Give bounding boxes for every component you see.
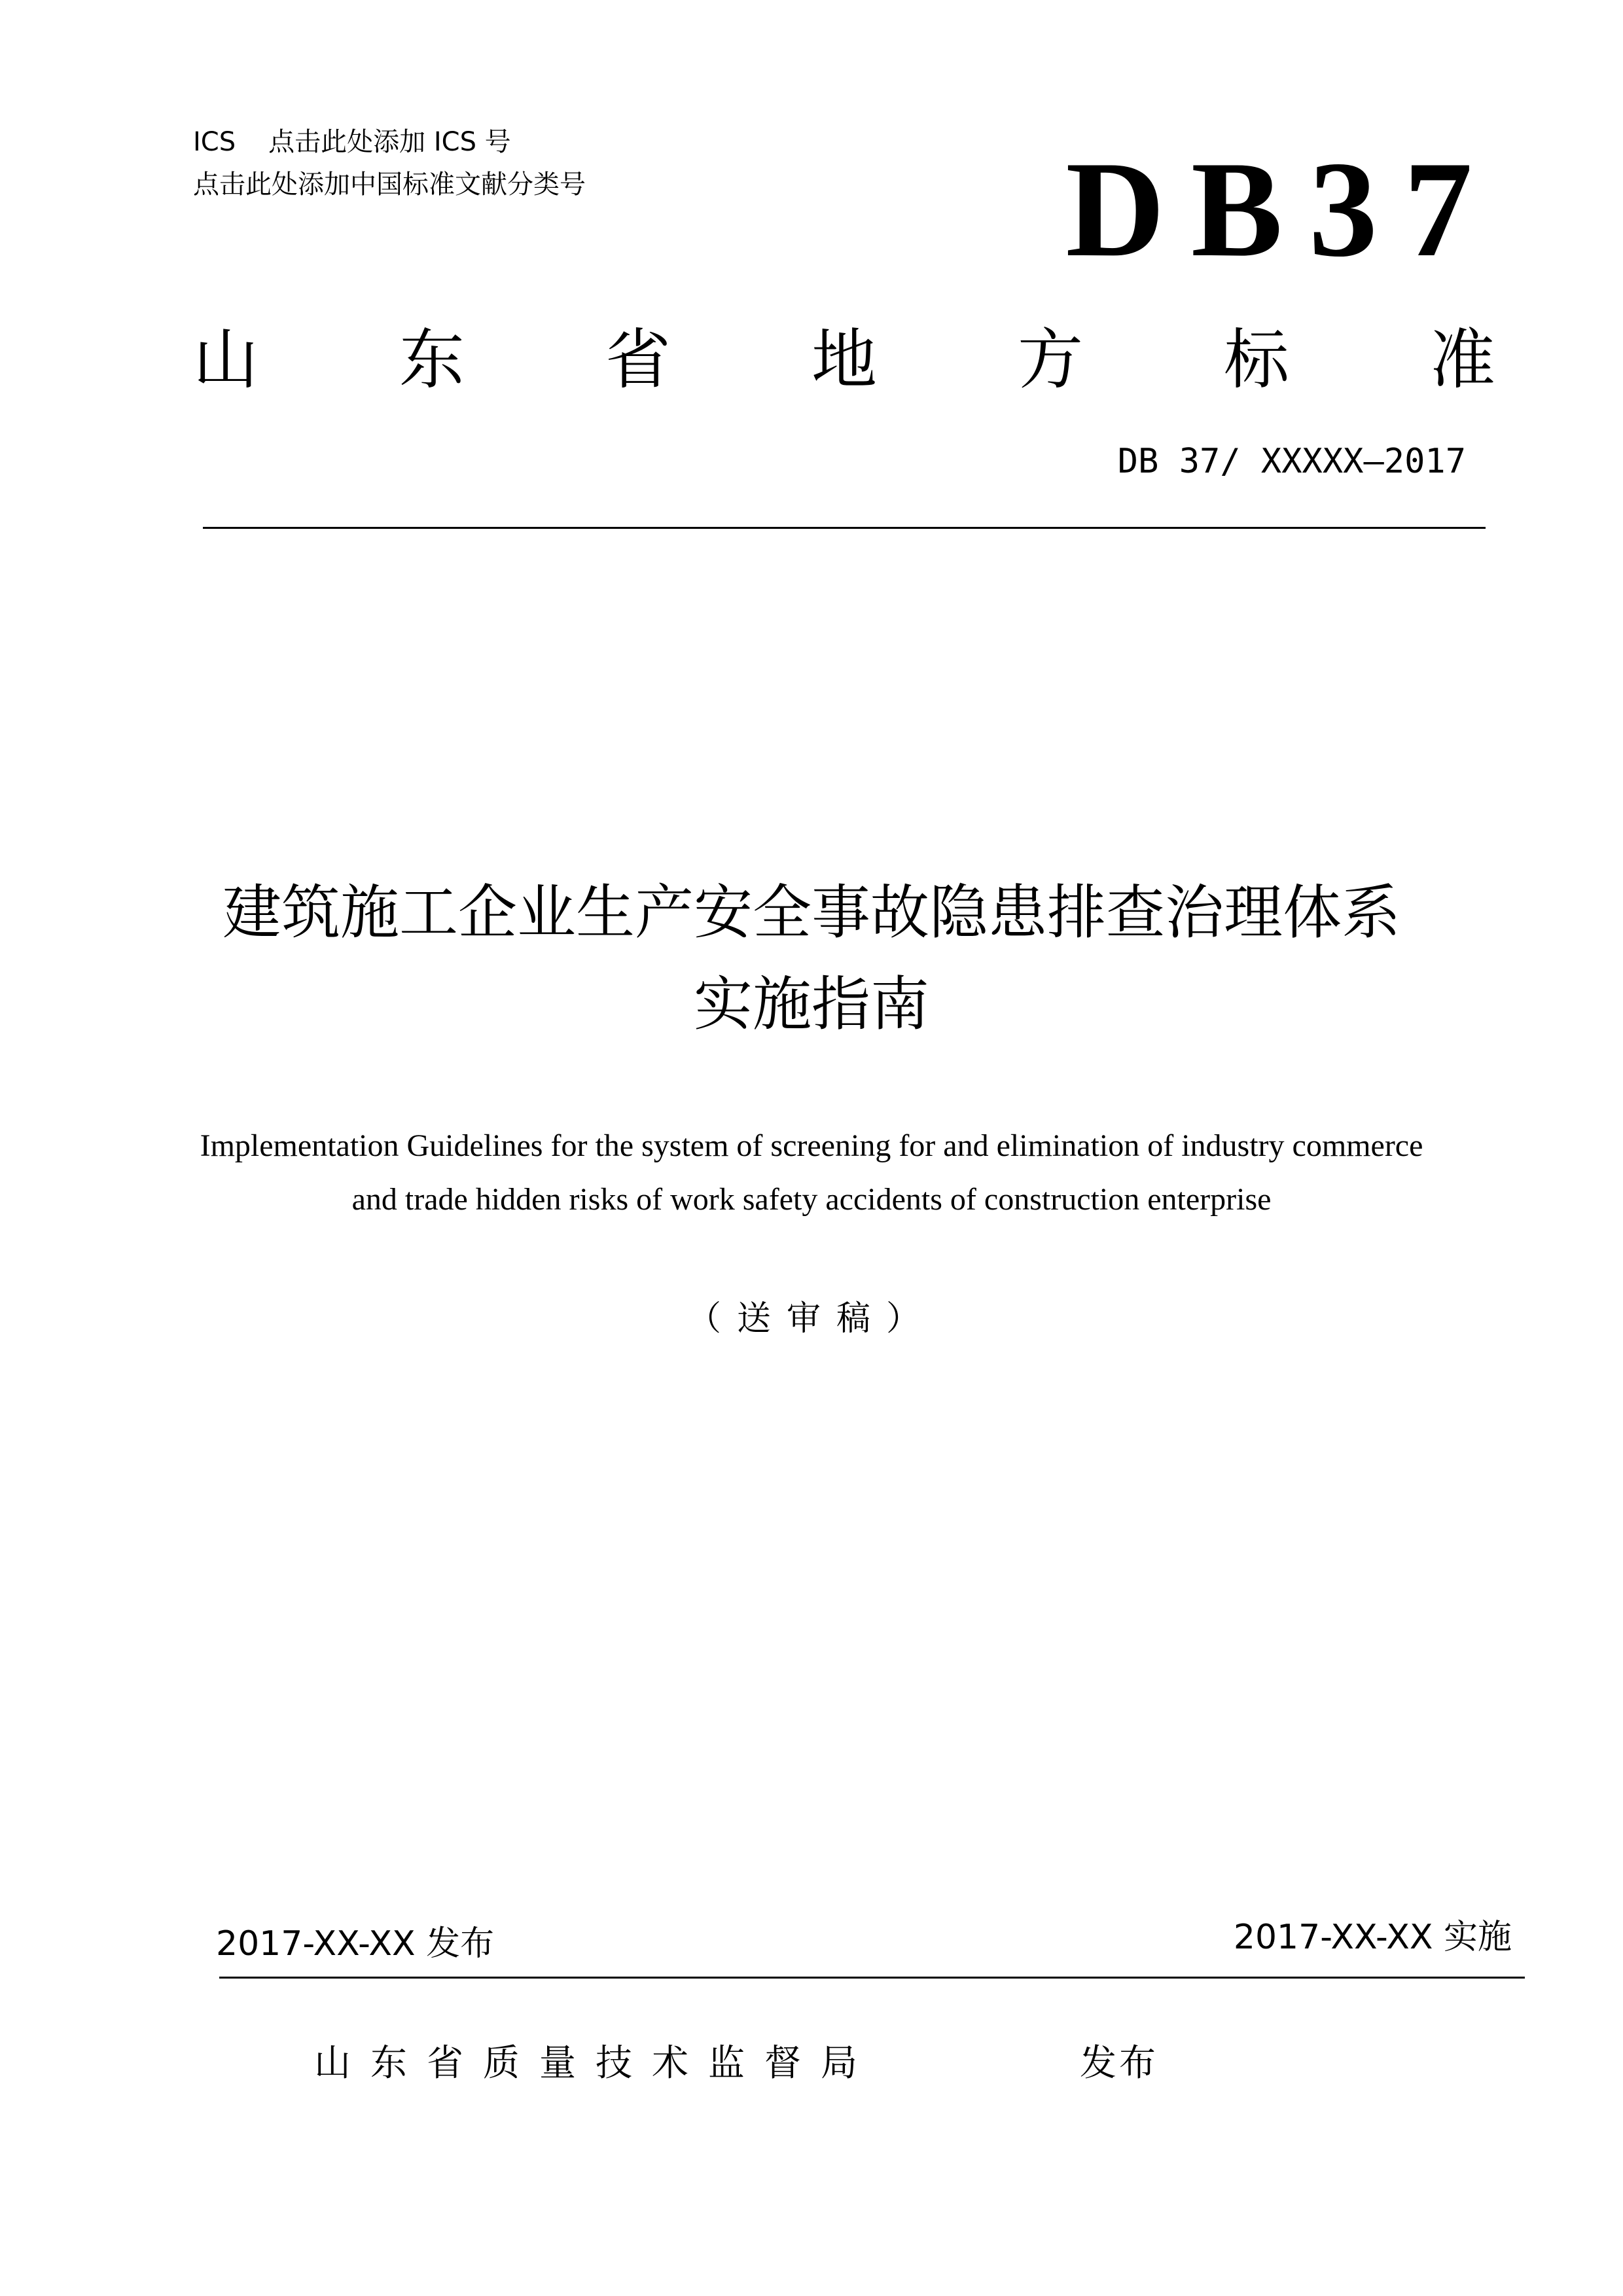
top-divider [203, 527, 1486, 529]
title-chinese [131, 867, 1492, 1050]
implementation-date: 2017-XX-XX 实施 [1233, 1918, 1512, 1957]
standard-type-char: 地 [812, 321, 877, 398]
draft-note: （送审稿） [687, 1299, 936, 1338]
title-english-line-1: Implementation Guidelines for the system of screening for and elimination of industry commerce [200, 1128, 1423, 1163]
title-english [131, 1119, 1492, 1227]
issuer: 山东省质量技术监督局 [314, 2042, 877, 2085]
ics-number-placeholder[interactable]: 点击此处添加 ICS 号 [268, 127, 511, 157]
standard-type-char: 东 [399, 321, 465, 398]
bottom-divider [219, 1977, 1525, 1979]
standard-number: DB 37/ XXXXX—2017 [1117, 442, 1466, 481]
issue-word: 发布 [1080, 2042, 1158, 2085]
standard-type [193, 314, 1495, 406]
ics-label: ICS [193, 127, 236, 157]
standard-type-char: 山 [193, 321, 259, 398]
standard-type-char: 标 [1224, 321, 1289, 398]
ics-line [193, 124, 511, 160]
title-chinese-line-1: 建筑施工企业生产安全事故隐患排查治理体系 [223, 878, 1400, 947]
classification-number-placeholder[interactable]: 点击此处添加中国标准文献分类号 [193, 170, 586, 200]
standard-type-char: 方 [1018, 321, 1083, 398]
standard-type-char: 准 [1430, 321, 1495, 398]
db-code: DB37 [1065, 134, 1499, 285]
issue-date: 2017-XX-XX 发布 [216, 1924, 495, 1964]
title-english-line-2: and trade hidden risks of work safety accidents of construction enterprise [351, 1182, 1272, 1217]
standard-type-char: 省 [605, 321, 671, 398]
title-chinese-line-2: 实施指南 [694, 970, 929, 1039]
